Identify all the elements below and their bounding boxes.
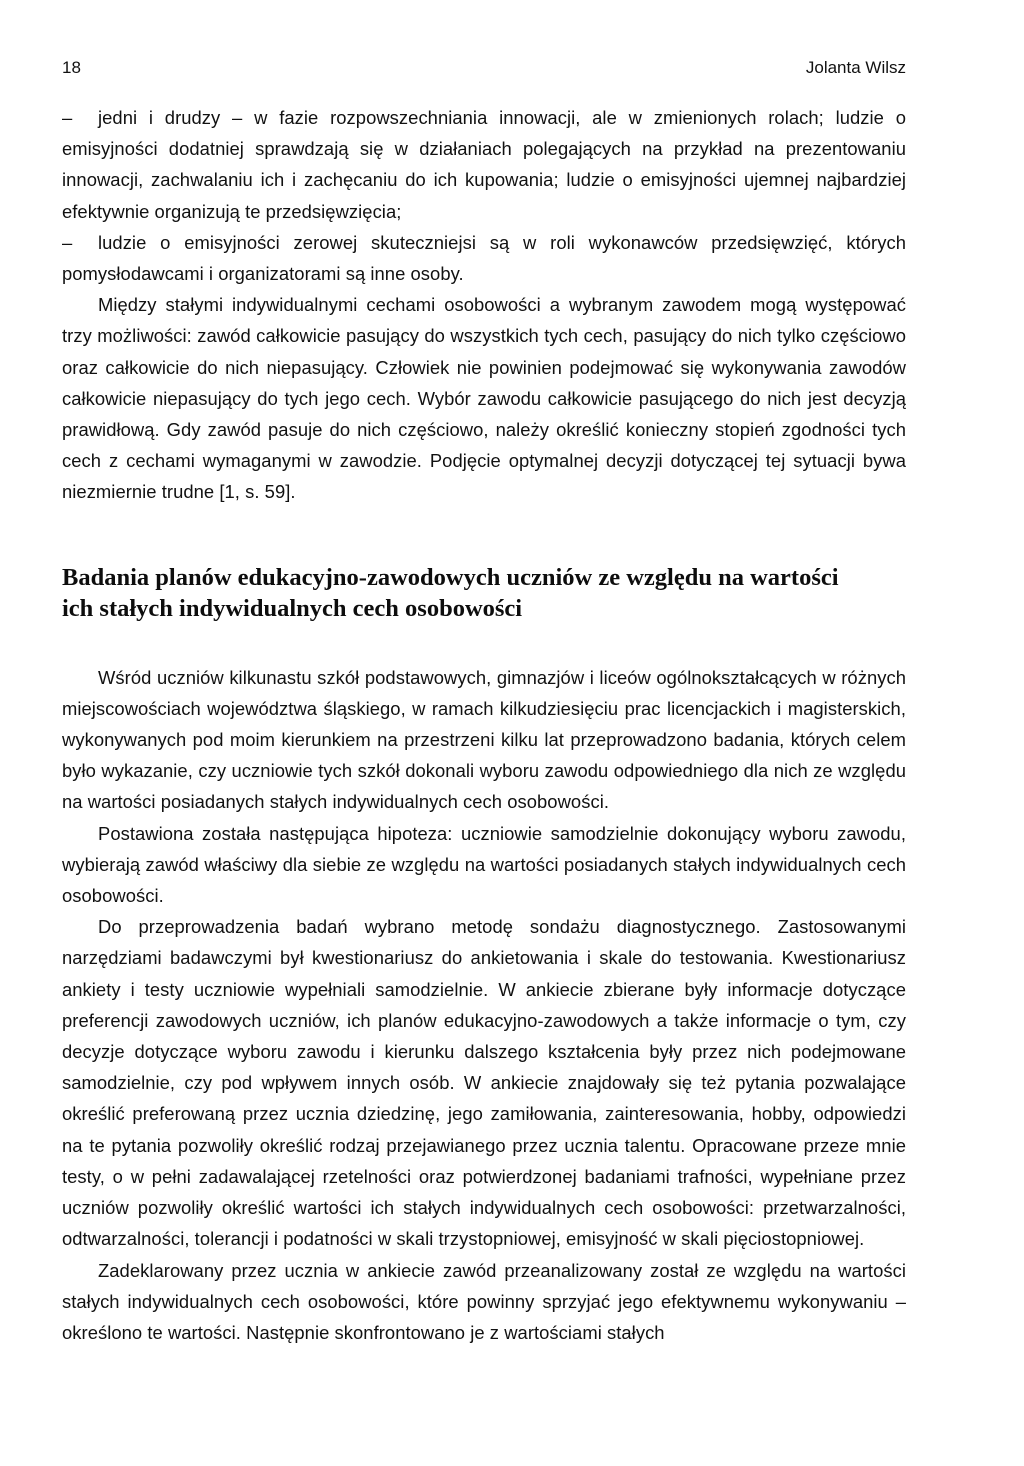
section-heading-line: ich stałych indywidualnych cech osobowości xyxy=(62,594,523,622)
body-text xyxy=(62,102,906,508)
section-heading-line: Badania planów edukacyjno-zawodowych uczniów ze względu na wartości xyxy=(62,563,839,591)
paragraph: Postawiona została następująca hipoteza: uczniowie samodzielnie dokonujący wyboru zawodu, wybierają zawód właściwy dla siebie ze względu na wartości posiadanych stałych indywidualnych cech osobowości. xyxy=(62,822,906,907)
list-item xyxy=(62,227,906,289)
document-page xyxy=(62,58,906,1348)
dash-marker: – xyxy=(62,107,73,128)
paragraph: Wśród uczniów kilkunastu szkół podstawowych, gimnazjów i liceów ogólnokształcących w różnych miejscowościach województwa śląskiego, w ramach kilkudziesięciu prac licencjackich i magisterskich, wykonywanych pod moim kierunkiem na przestrzeni kilku lat przeprowadzono badania, których celem było wykazanie, czy uczniowie tych szkół dokonali wyboru zawodu odpowiedniego dla nich ze względu na wartości posiadanych stałych indywidualnych cech osobowości. xyxy=(62,666,906,813)
list-item-text: jedni i drudzy – w fazie rozpowszechniania innowacji, ale w zmienionych rolach; ludzie o emisyjności dodatniej sprawdzają się w działaniach polegających na przykład na prezentowaniu innowacji, zachwalaniu ich i zachęcaniu do ich kupowania; ludzie o emisyjności ujemnej najbardziej efektywnie organizują te przedsięwzięcia; xyxy=(62,107,906,222)
running-author: Jolanta Wilsz xyxy=(805,58,906,77)
dash-marker: – xyxy=(62,231,73,253)
running-header xyxy=(62,58,906,82)
section-body xyxy=(62,662,906,1348)
list-item xyxy=(62,102,906,227)
paragraph: Do przeprowadzenia badań wybrano metodę sondażu diagnostycznego. Zastosowanymi narzędziami badawczymi był kwestionariusz do ankietowania i skale do testowania. Kwestionariusz ankiety i testy uczniowie wypełniali samodzielnie. W ankiecie zbierane były informacje dotyczące preferencji zawodowych uczniów, ich planów edukacyjno-zawodowych a także informacje o tym, czy decyzje dotyczące wyboru zawodu i kierunku dalszego kształcenia były przez nich podejmowane samodzielnie, czy pod wpływem innych osób. W ankiecie znajdowały się też pytania pozwalające określić preferowaną przez ucznia dziedzinę, jego zamiłowania, zainteresowania, hobby, odpowiedzi na te pytania pozwoliły określić rodzaj przejawianego przez ucznia talentu. Opracowane przeze mnie testy, o w pełni zadawalającej rzetelności oraz potwierdzonej badaniami trafności, wypełniane przez uczniów pozwoliły określić wartości ich stałych indywidualnych cech osobowości: przetwarzalności, odtwarzalności, tolerancji i podatności w skali trzystopniowej, emisyjność w skali pięciostopniowej. xyxy=(62,916,906,1250)
section-heading xyxy=(62,562,906,624)
page-number: 18 xyxy=(62,58,81,77)
paragraph: Zadeklarowany przez ucznia w ankiecie zawód przeanalizowany został ze względu na wartości stałych indywidualnych cech osobowości, które powinny sprzyjać jego efektywnemu wykonywaniu – określono te wartości. Następnie skonfrontowano je z wartościami stałych xyxy=(62,1259,906,1343)
list-item-text: ludzie o emisyjności zerowej skuteczniejsi są w roli wykonawców przedsięwzięć, których pomysłodawcami i organizatorami są inne osoby. xyxy=(62,231,906,285)
paragraph: Między stałymi indywidualnymi cechami osobowości a wybranym zawodem mogą występować trzy możliwości: zawód całkowicie pasujący do wszystkich tych cech, pasujący do nich tylko częściowo oraz całkowicie do nich niepasujący. Człowiek nie powinien podejmować się wykonywania zawodów całkowicie niepasujący do tych jego cech. Wybór zawodu całkowicie pasującego do nich jest decyzją prawidłową. Gdy zawód pasuje do nich częściowo, należy określić konieczny stopień zgodności tych cech z cechami wymaganymi w zawodzie. Podjęcie optymalnej decyzji dotyczącej tej sytuacji bywa niezmiernie trudne [1, s. 59]. xyxy=(62,294,906,503)
